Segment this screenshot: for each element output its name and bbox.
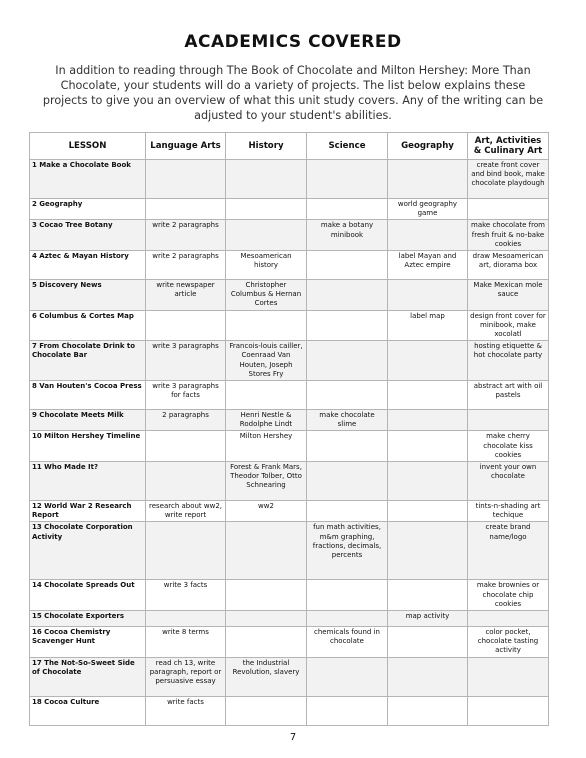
column-header: Science [307,133,388,160]
lesson-cell: 4 Aztec & Mayan History [30,251,146,280]
table-cell: write 2 paragraphs [146,251,226,280]
table-cell: map activity [388,611,468,627]
table-cell [146,431,226,462]
table-cell: make a botany minibook [307,220,388,251]
table-cell [307,160,388,199]
table-body [30,160,549,726]
lesson-cell: 8 Van Houten's Cocoa Press [30,381,146,410]
table-cell [388,696,468,725]
table-cell: write newspaper article [146,280,226,311]
table-cell: create front cover and bind book, make chocolate playdough [468,160,549,199]
column-header: LESSON [30,133,146,160]
table-cell [388,580,468,611]
table-cell [307,199,388,220]
table-cell [226,696,307,725]
table-cell: make chocolate from fresh fruit & no-bake cookies [468,220,549,251]
table-row [30,431,549,462]
lesson-cell: 2 Geography [30,199,146,220]
lesson-cell: 10 Milton Hershey Timeline [30,431,146,462]
table-row [30,627,549,658]
table-cell [468,657,549,696]
table-cell [146,462,226,501]
table-cell: fun math activities, m&m graphing, fractions, decimals, percents [307,522,388,580]
table-cell: create brand name/logo [468,522,549,580]
table-cell [468,696,549,725]
table-cell: invent your own chocolate [468,462,549,501]
table-cell: write 8 terms [146,627,226,658]
intro-paragraph: In addition to reading through The Book of Chocolate and Milton Hershey: More Than Chocolate, your students will do a variety of projects. The list below explains these projects to give you an overview of what this unit study covers. Any of the writing can be adjusted to your student's abilities. [42,64,544,122]
table-cell [226,611,307,627]
table-row [30,381,549,410]
table-cell: Francois-louis cailler, Coenraad Van Houten, Joseph Stores Fry [226,341,307,381]
table-cell [307,431,388,462]
column-header: Geography [388,133,468,160]
column-header: History [226,133,307,160]
table-cell: make brownies or chocolate chip cookies [468,580,549,611]
table-cell: design front cover for minibook, make xocolatl [468,310,549,341]
table-cell [307,462,388,501]
table-cell: abstract art with oil pastels [468,381,549,410]
table-cell [226,160,307,199]
table-cell [226,220,307,251]
lesson-cell: 17 The Not-So-Sweet Side of Chocolate [30,657,146,696]
page-title: ACADEMICS COVERED [184,32,402,52]
table-cell [388,431,468,462]
table-cell: 2 paragraphs [146,410,226,431]
table-cell [388,341,468,381]
lesson-cell: 1 Make a Chocolate Book [30,160,146,199]
column-header: Art, Activities & Culinary Art [468,133,549,160]
table-cell [307,611,388,627]
lesson-cell: 5 Discovery News [30,280,146,311]
table-row [30,462,549,501]
table-row [30,580,549,611]
table-row [30,657,549,696]
lesson-cell: 16 Cocoa Chemistry Scavenger Hunt [30,627,146,658]
table-row [30,410,549,431]
table-cell [226,627,307,658]
table-row [30,341,549,381]
table-cell [307,501,388,522]
lesson-cell: 14 Chocolate Spreads Out [30,580,146,611]
table-cell [146,310,226,341]
table-cell [468,410,549,431]
table-cell [307,251,388,280]
academics-table [29,132,549,726]
table-cell [226,522,307,580]
page-number: 7 [289,732,297,743]
table-cell [388,627,468,658]
lesson-cell: 7 From Chocolate Drink to Chocolate Bar [30,341,146,381]
table-cell: make cherry chocolate kiss cookies [468,431,549,462]
table-row [30,522,549,580]
table-cell: Christopher Columbus & Hernan Cortes [226,280,307,311]
table-cell [307,580,388,611]
table-row [30,310,549,341]
table-cell [388,501,468,522]
table-cell [307,310,388,341]
table-cell: Henri Nestle & Rodolphe Lindt [226,410,307,431]
table-row [30,251,549,280]
table-cell [146,160,226,199]
table-row [30,220,549,251]
table-cell [226,381,307,410]
lesson-cell: 13 Chocolate Corporation Activity [30,522,146,580]
column-header: Language Arts [146,133,226,160]
lesson-cell: 3 Cocao Tree Botany [30,220,146,251]
table-cell: the Industrial Revolution, slavery [226,657,307,696]
table-cell [307,381,388,410]
table-cell: make chocolate slime [307,410,388,431]
table-cell [388,410,468,431]
table-cell: research about ww2, write report [146,501,226,522]
lesson-cell: 11 Who Made It? [30,462,146,501]
table-cell: label Mayan and Aztec empire [388,251,468,280]
table-cell [388,381,468,410]
table-cell [468,199,549,220]
table-cell: write facts [146,696,226,725]
table-row [30,280,549,311]
lesson-cell: 12 World War 2 Research Report [30,501,146,522]
table-row [30,696,549,725]
table-cell: write 3 facts [146,580,226,611]
table-header-row [30,133,549,160]
table-cell: color pocket, chocolate tasting activity [468,627,549,658]
table-cell [226,310,307,341]
table-cell: label map [388,310,468,341]
table-cell [307,657,388,696]
table-cell: Mesoamerican history [226,251,307,280]
table-cell [307,696,388,725]
table-cell [226,199,307,220]
table-cell [307,341,388,381]
table-cell [307,280,388,311]
table-cell: read ch 13, write paragraph, report or persuasive essay [146,657,226,696]
table-cell: hosting etiquette & hot chocolate party [468,341,549,381]
table-cell: Make Mexican mole sauce [468,280,549,311]
table-cell: world geography game [388,199,468,220]
table-cell: write 2 paragraphs [146,220,226,251]
table-cell [388,160,468,199]
table-cell [146,611,226,627]
table-cell [146,522,226,580]
table-cell: ww2 [226,501,307,522]
table-cell: draw Mesoamerican art, diorama box [468,251,549,280]
table-cell: write 3 paragraphs [146,341,226,381]
lesson-cell: 18 Cocoa Culture [30,696,146,725]
table-cell [468,611,549,627]
table-cell [226,580,307,611]
table-cell: write 3 paragraphs for facts [146,381,226,410]
table-row [30,160,549,199]
lesson-cell: 15 Chocolate Exporters [30,611,146,627]
table-cell [388,280,468,311]
table-cell [388,220,468,251]
table-cell [146,199,226,220]
table-row [30,199,549,220]
table-cell: tints-n-shading art techique [468,501,549,522]
lesson-cell: 9 Chocolate Meets Milk [30,410,146,431]
table-row [30,611,549,627]
table-cell: Milton Hershey [226,431,307,462]
lesson-cell: 6 Columbus & Cortes Map [30,310,146,341]
table-cell: chemicals found in chocolate [307,627,388,658]
table-cell [388,462,468,501]
table-cell: Forest & Frank Mars, Theodor Tolber, Otto Schnearing [226,462,307,501]
table-row [30,501,549,522]
table-cell [388,657,468,696]
table-cell [388,522,468,580]
